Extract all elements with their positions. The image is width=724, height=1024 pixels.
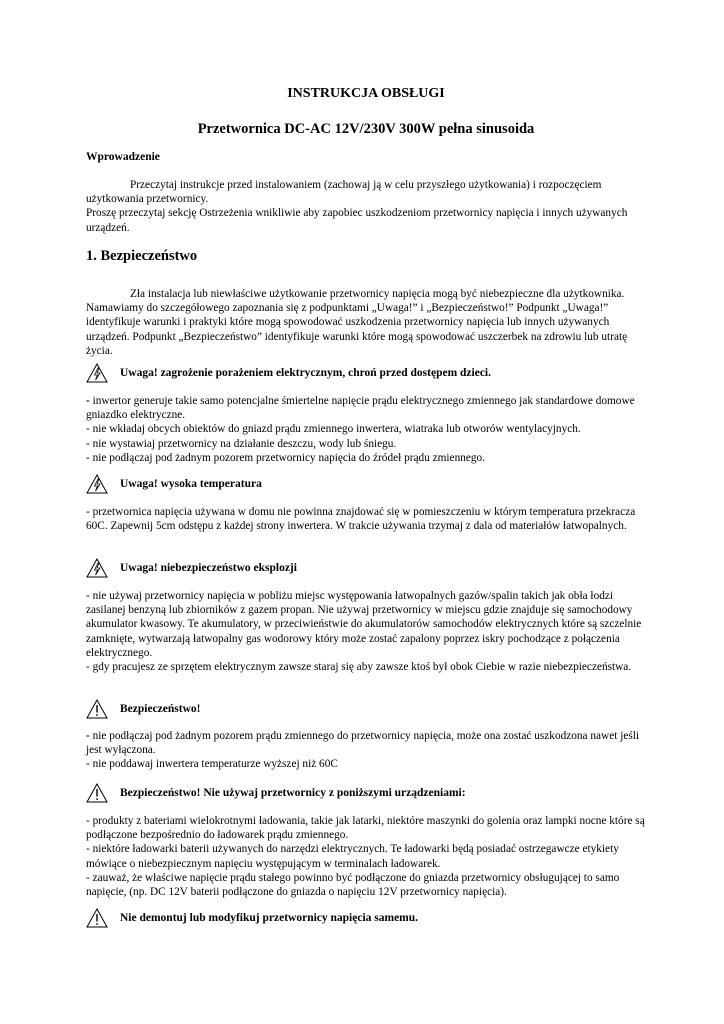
list-item: - nie używaj przetwornicy napięcia w pobliżu miejsc występowania łatwopalnych gazów/spalin takich jak obła łodzi zasilanej benzyną lub zbiorników z gazem propan. Nie używaj przetwornicy w miejscu gdzie znajduje się samochodowy akumulator kwasowy. Te akumulatory, w przeciwieństwie do akumulatorów samochodów elektrycznych które są szczelnie zamknięte, wytwarzają łatwopalny gas wodorowy który może zostać zapalony poprzez iskry pochodzące z połączenia elektrycznego. — [86, 590, 642, 659]
document-subtitle: Przetwornica DC-AC 12V/230V 300W pełna sinusoida — [197, 121, 535, 137]
warning-title: Bezpieczeństwo! Nie używaj przetwornicy z poniższymi urządzeniami: — [120, 787, 466, 799]
exclamation-warning-icon — [86, 783, 108, 803]
safety-paragraph: Zła instalacja lub niewłaściwe użytkowanie przetwornicy napięcia mogą być niebezpieczne dla użytkownika. Namawiamy do szczegółowego zapoznania się z podpunktami „Uwaga!” i „Bezpieczeństwo!” Podpunkt „Uwaga!” identyfikuje warunki i praktyki które mogą spowodować uszkodzenia przetwornicy napięcia lub innych używanych urządzeń. Podpunkt „Bezpieczeństwo” identyfikuje warunki które mogą spowodować uszczerbek na zdrowiu lub utratę życia. — [86, 288, 628, 357]
list-item: - nie wkładaj obcych obiektów do gniazd prądu zmiennego inwertera, wiatraka lub otworów wentylacyjnych. — [86, 423, 581, 436]
list-item: - niektóre ładowarki baterii używanych do narzędzi elektrycznych. Te ładowarki będą posiadać ostrzegawcze etykiety mówiące o niebezpiecznym napięciu występującym w terminalach ładowarek. — [86, 843, 619, 870]
warning-heading — [86, 472, 262, 496]
electric-hazard-icon — [86, 474, 108, 494]
exclamation-warning-icon — [86, 908, 108, 928]
exclamation-warning-icon — [86, 699, 108, 719]
section-heading-safety: 1. Bezpieczeństwo — [86, 248, 198, 264]
intro-heading: Wprowadzenie — [86, 151, 160, 163]
list-item: - produkty z bateriami wielokrotnymi ładowania, takie jak latarki, niektóre maszynki do golenia oraz lampki nocne które są podłączone bezpośrednio do ładowarek prądu zmiennego. — [86, 815, 645, 842]
electric-hazard-icon — [86, 363, 108, 383]
intro-paragraph-1: Przeczytaj instrukcje przed instalowaniem (zachowaj ją w celu przyszłego użytkowania) i rozpoczęciem użytkowania przetwornicy. — [86, 179, 602, 206]
warning-title: Uwaga! niebezpieczeństwo eksplozji — [120, 562, 297, 574]
warning-list — [86, 814, 646, 899]
list-item: - gdy pracujesz ze sprzętem elektrycznym zawsze staraj się aby zawsze ktoś był obok Ciebie w razie niebezpieczeństwa. — [86, 661, 632, 674]
electric-hazard-icon — [86, 558, 108, 578]
intro-paragraph-2: Proszę przeczytaj sekcję Ostrzeżenia wnikliwie aby zapobiec uszkodzeniom przetwornicy napięcia i innych używanych urządzeń. — [86, 207, 628, 234]
warning-list — [86, 505, 646, 533]
list-item: - nie wystawiaj przetwornicy na działanie deszczu, wody lub śniegu. — [86, 437, 397, 450]
list-item: - przetwornica napięcia używana w domu nie powinna znajdować się w pomieszczeniu w którym temperatura przekracza 60C. Zapewnij 5cm odstępu z każdej strony inwertera. W trakcie używania trzymaj z dala od materiałów łatwopalnych. — [86, 506, 636, 533]
list-item: - nie podłączaj pod żadnym pozorem przetwornicy napięcia do źródeł prądu zmiennego. — [86, 451, 485, 464]
warning-heading — [86, 906, 418, 930]
warning-heading — [86, 361, 491, 385]
list-item: - inwertor generuje takie samo potencjalne śmiertelne napięcie prądu elektrycznego zmiennego jak standardowe domowe gniazdko elektryczne. — [86, 395, 635, 422]
warning-title: Bezpieczeństwo! — [120, 703, 201, 715]
warning-heading — [86, 781, 466, 805]
warning-list — [86, 589, 646, 674]
intro-text — [86, 178, 646, 235]
warning-list — [86, 394, 646, 465]
warning-list — [86, 729, 646, 772]
warning-heading — [86, 697, 200, 721]
list-item: - nie poddawaj inwertera temperaturze wyższej niż 60C — [86, 758, 338, 771]
warning-title: Nie demontuj lub modyfikuj przetwornicy napięcia samemu. — [120, 912, 419, 924]
document-title: INSTRUKCJA OBSŁUGI — [287, 86, 445, 101]
warning-heading — [86, 556, 297, 580]
warning-title: Uwaga! zagrożenie porażeniem elektrycznym, chroń przed dostępem dzieci. — [120, 367, 491, 379]
list-item: - zauważ, że właściwe napięcie prądu stałego powinno być podłączone do gniazda przetwornicy obsługującej to samo napięcie, (np. DC 12V baterii podłączone do gniazda o napięciu 12V przetwornicy napięcia). — [86, 871, 620, 899]
list-item: - nie podłączaj pod żadnym pozorem prądu zmiennego do przetwornicy napięcia, może ona zostać uszkodzona nawet jeśli jest wyłączona. — [86, 730, 640, 757]
warning-title: Uwaga! wysoka temperatura — [120, 478, 262, 490]
